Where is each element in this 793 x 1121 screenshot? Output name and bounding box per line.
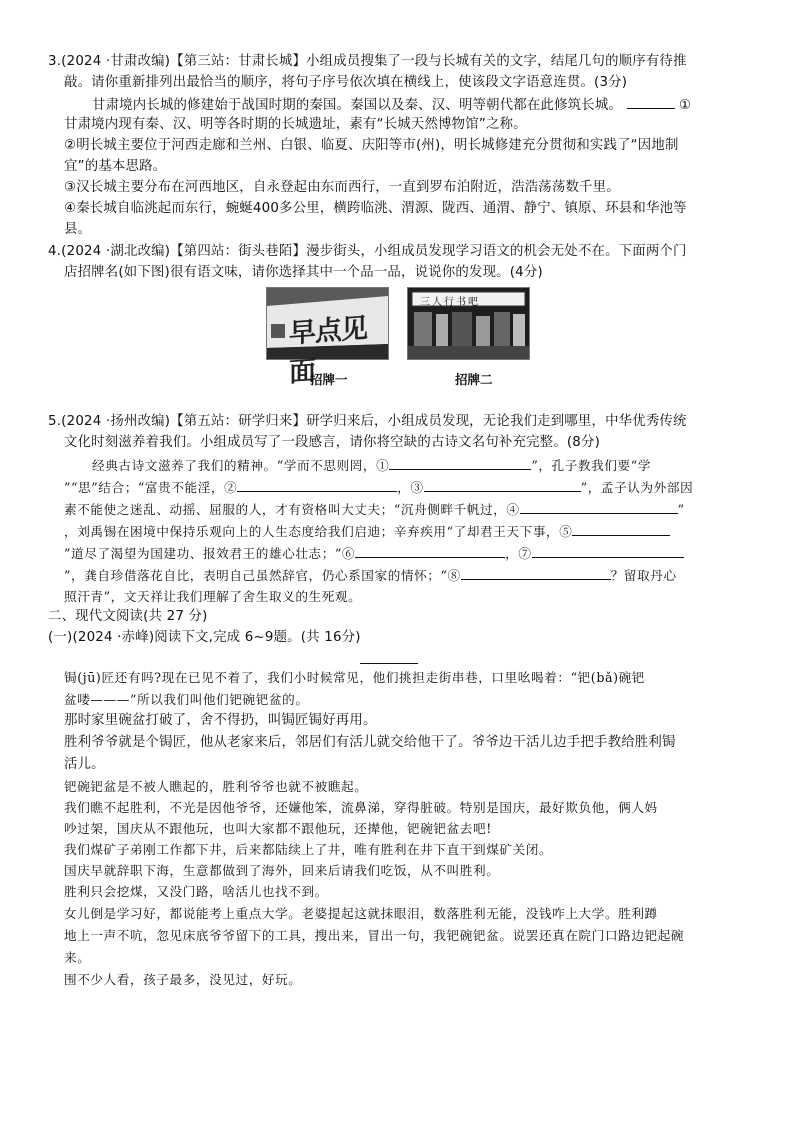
section-title: 二、现代文阅读(共 27 分) <box>48 609 208 624</box>
sign-1-text: 早点见面 <box>289 313 367 389</box>
sign-photo-2 <box>407 287 530 360</box>
story-line: 来。 <box>64 950 91 965</box>
q5-text: ”道尽了渴望为国建功、报效君王的雄心壮志；“⑥ <box>64 546 356 561</box>
story-line: 女儿倒是学习好，都说能考上重点大学。老婆提起这就抹眼泪，数落胜利无能，没钱咋上大学。胜利蹲 <box>64 906 658 921</box>
q5-fill-line <box>64 521 670 542</box>
blank-3[interactable] <box>424 477 581 492</box>
story-line: 活儿。 <box>64 757 105 772</box>
story-line: 胜利爷爷就是个锔匠，他从老家来后，邻居们有活儿就交给他干了。爷爷边干活儿边手把手教给胜利锔 <box>64 735 676 750</box>
story-line: 那时家里碗盆打破了，舍不得扔，叫锔匠锔好再用。 <box>64 713 377 728</box>
q3-passage-line <box>92 94 691 116</box>
story-line: 盆喽———”所以我们叫他们钯碗钯盆的。 <box>64 692 309 707</box>
caption-sign-1: 招牌一 <box>310 372 348 387</box>
q3-line: 3.(2024 ·甘肃改编)【第三站：甘肃长城】小组成员搜集了一段与长城有关的文字，结尾几句的顺序有待推 <box>48 54 687 69</box>
q5-text: ”，龚自珍借落花自比，表明自己虽然辞官，仍心系国家的情怀；“⑧ <box>64 568 461 583</box>
q5-fill-line <box>64 543 684 564</box>
blank-4[interactable] <box>520 499 678 514</box>
story-line: 吵过架，国庆从不跟他玩，也叫大家都不跟他玩，还撵他，钯碗钯盆去吧! <box>64 821 492 836</box>
blank-5[interactable] <box>572 521 670 536</box>
q5-fill-line <box>64 477 693 498</box>
q3-line: 敲。请你重新排列出最恰当的顺序，将句子序号依次填在横线上，使该段文字语意连贯。(3分) <box>64 75 628 90</box>
q5-text: ，⑦ <box>505 546 532 561</box>
q5-fill-line <box>92 455 651 476</box>
story-line: 我们瞧不起胜利，不光是因他爷爷，还嫌他笨，流鼻涕，穿得脏破。特别是国庆，最好欺负他，俩人妈 <box>64 800 658 815</box>
q4-line: 4.(2024 ·湖北改编)【第四站：街头巷陌】漫步街头，小组成员发现学习语文的机会无处不在。下面两个门 <box>48 244 687 259</box>
q3-blank-mark: ① <box>678 98 692 113</box>
q5-text: ”，孟子认为外部因 <box>580 480 694 495</box>
q3-option: ③汉长城主要分布在河西地区，自永登起由东而西行，一直到罗布泊附近，浩浩荡荡数千里。 <box>64 180 620 195</box>
q5-text: ” <box>677 502 685 517</box>
q5-text: ”，孔子教我们要“学 <box>531 458 651 473</box>
q5-text: ，③ <box>397 480 424 495</box>
q5-text: ？留取丹心 <box>610 568 677 583</box>
story-line: 钯碗钯盆是不被人瞧起的，胜利爷爷也就不被瞧起。 <box>64 779 368 794</box>
subsection-title: (一)(2024 ·赤峰)阅读下文,完成 6~9题。(共 16分) <box>48 630 361 645</box>
blank-8[interactable] <box>461 565 611 580</box>
story-line: 围不少人看，孩子最多，没见过，好玩。 <box>64 972 302 987</box>
q3-option: 县。 <box>64 222 92 237</box>
q5-text: 经典古诗文滋养了我们的精神。“学而不思则罔，① <box>92 458 390 473</box>
blank-7[interactable] <box>532 543 684 558</box>
q4-line: 店招牌名(如下图)很有语文味，请你选择其中一个品一品，说说你的发现。(4分) <box>64 265 543 280</box>
title-blank <box>360 663 418 664</box>
q5-text: 素不能使之迷乱、动摇、屈服的人，才有资格叫大丈夫；“沉舟侧畔千帆过，④ <box>64 502 520 517</box>
q5-fill-line <box>64 565 677 586</box>
story-line: 地上一声不吭，忽见床底爷爷留下的工具，搜出来，冒出一句，我钯碗钯盆。说罢还真在院门口路边钯起碗 <box>64 928 685 943</box>
story-line: 锔(jū)匠还有吗?现在已见不着了，我们小时候常见，他们挑担走街串巷，口里吆喝着：“钯(bǎ)碗钯 <box>64 670 645 685</box>
q3-option: ④秦长城自临洮起而东行，蜿蜒400多公里，横跨临洮、渭源、陇西、通渭、静宁、镇原、环县和华池等 <box>64 201 687 216</box>
q5-text: ”“思”结合；“富贵不能淫，② <box>64 480 238 495</box>
q3-passage-line: 甘肃境内现有秦、汉、明等各时期的长城遗址，素有“长城天然博物馆”之称。 <box>64 117 527 132</box>
q3-option: 宜”的基本思路。 <box>64 159 167 174</box>
sign-2-text: 三人行书吧 <box>420 297 480 308</box>
q5-line: 5.(2024 ·扬州改编)【第五站：研学归来】研学归来后，小组成员发现，无论我们走到哪里，中华优秀传统 <box>48 414 687 429</box>
story-line: 我们煤矿子弟刚工作都下井，后来都陆续上了井，唯有胜利在井下直干到煤矿关闭。 <box>64 842 553 857</box>
q3-option: ②明长城主要位于河西走廊和兰州、白银、临夏、庆阳等市(州)，明长城修建充分贯彻和实践了“因地制 <box>64 138 679 153</box>
blank-1[interactable] <box>389 455 531 470</box>
q5-fill-line <box>64 499 685 520</box>
q5-line: 文化时刻滋养着我们。小组成员写了一段感言，请你将空缺的古诗文名句补充完整。(8分) <box>64 435 601 450</box>
blank-6[interactable] <box>355 543 505 558</box>
q3-passage-text: 甘肃境内长城的修建始于战国时期的秦国。秦国以及秦、汉、明等朝代都在此修筑长城。 <box>92 98 623 113</box>
q5-fill-line: 照汗青”，文天祥让我们理解了舍生取义的生死观。 <box>64 589 362 604</box>
blank-2[interactable] <box>237 477 397 492</box>
story-line: 胜利只会挖煤，又没门路，啥活儿也找不到。 <box>64 884 328 899</box>
caption-sign-2: 招牌二 <box>455 372 493 387</box>
story-line: 国庆早就辞职下海，生意都做到了海外，回来后请我们吃饭，从不叫胜利。 <box>64 863 500 878</box>
q5-text: ，刘禹锡在困境中保持乐观向上的人生态度给我们启迪；辛弃疾用“了却君王天下事，⑤ <box>64 524 573 539</box>
q3-answer-blank[interactable] <box>627 94 675 109</box>
